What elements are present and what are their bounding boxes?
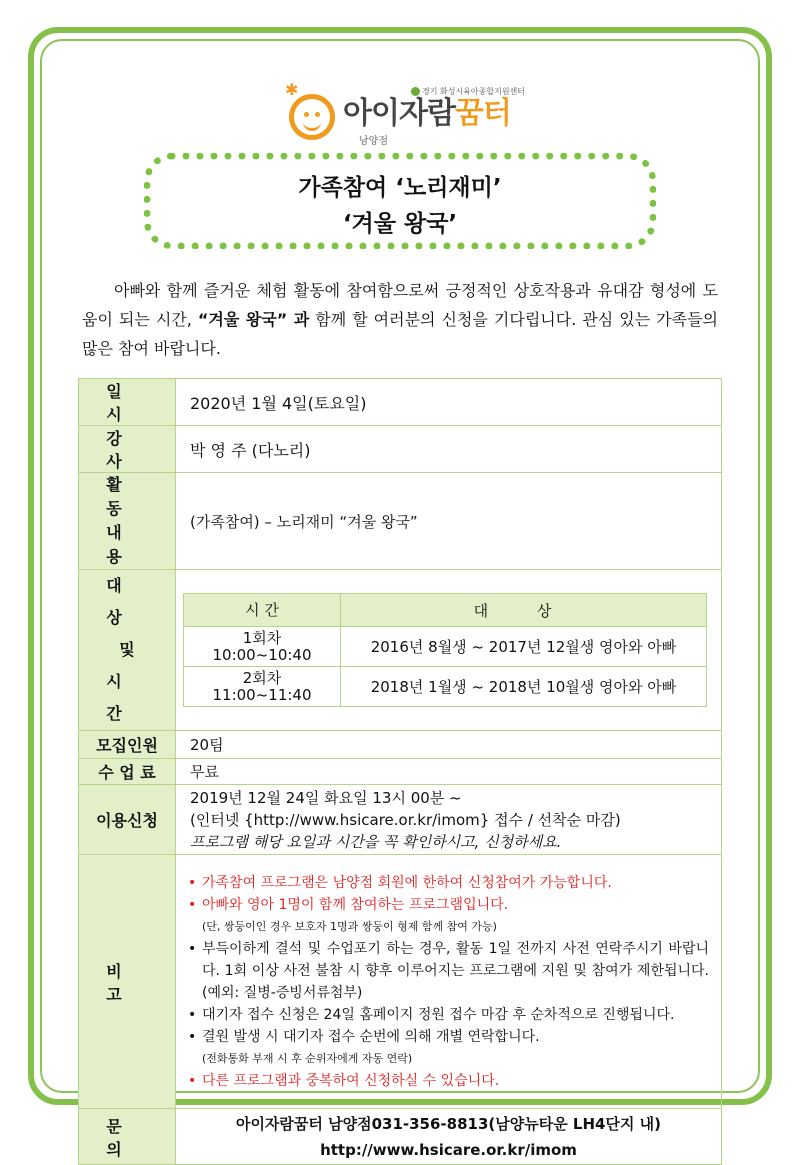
session-name: 1회차: [242, 628, 282, 647]
apply-line-3: 프로그램 해당 요일과 시간을 꼭 확인하시고, 신청하세요.: [190, 832, 562, 851]
row-fee: [79, 759, 722, 785]
note-subtext: (전화통화 부재 시 후 순위자에게 자동 연락): [202, 1051, 413, 1065]
fee-value: 무료: [176, 759, 722, 785]
session-time-cell: [184, 667, 341, 707]
date-label-text: 일 시: [106, 382, 148, 424]
brand-accent: 꿈터: [454, 96, 511, 131]
activity-label-1: 활 동: [106, 475, 148, 518]
activity-label: [79, 473, 176, 570]
fee-label: 수 업 료: [79, 759, 176, 785]
note-item: [188, 1070, 709, 1092]
eye-icon: [315, 112, 320, 117]
schedule-row: [184, 627, 707, 667]
session-time-cell: [184, 627, 341, 667]
title-box: [144, 153, 656, 249]
brand-name: [343, 97, 511, 131]
note-text: 부득이하게 결석 및 수업포기 하는 경우, 활동 1일 전까지 사전 연락주시기 바랍니다. 1회 이상 사전 불참 시 향후 이루어지는 프로그램에 지원 및 참여가 제한됩니다.(예외: 질병-증빙서류첨부): [202, 940, 709, 1001]
apply-label: 이용신청: [79, 785, 176, 855]
target-label: [79, 570, 176, 731]
capacity-value: 20팀: [176, 731, 722, 759]
apply-value: [176, 785, 722, 855]
intro-text-1: 아빠와 함께 즐거운 체험 활동에 참여함으로써 긍정적인 상호작용과 유대감 형성에 도움이 되는 시간,: [82, 281, 718, 329]
row-contact: [79, 1109, 722, 1165]
intro-highlight: “겨울 왕국” 과: [197, 310, 310, 329]
target-label-3: 시 간: [106, 672, 148, 723]
bullet-icon: •: [188, 1006, 197, 1023]
row-apply: [79, 785, 722, 855]
intro-paragraph: [82, 276, 718, 363]
schedule-header-time: 시 간: [184, 594, 341, 627]
target-label-2: 및: [119, 640, 135, 659]
instructor-value: 박 영 주 (다노리): [176, 426, 722, 473]
activity-label-2: 내 용: [106, 523, 148, 566]
program-info-table: [78, 378, 722, 1165]
schedule-cell: [176, 570, 722, 731]
title-line-2: ‘겨울 왕국’: [342, 211, 458, 237]
session-name: 2회차: [242, 668, 282, 687]
note-text: 가족참여 프로그램은 남양점 회원에 한하여 신청참여가 가능합니다.: [202, 874, 612, 891]
contact-value: [176, 1109, 722, 1165]
bullet-icon: •: [188, 940, 197, 957]
row-date: [79, 379, 722, 426]
star-icon: ✱: [285, 80, 299, 99]
bullet-icon: •: [188, 1072, 197, 1089]
schedule-table: [183, 593, 707, 707]
date-label: [79, 379, 176, 426]
apply-line-1: 2019년 12월 24일 화요일 13시 00분 ~: [190, 788, 462, 807]
session-time: 10:00~10:40: [212, 645, 312, 664]
bullet-icon: •: [188, 874, 197, 891]
center-logo-icon: [411, 87, 420, 96]
note-item: [188, 1004, 709, 1026]
capacity-label: 모집인원: [79, 731, 176, 759]
smile-icon: [303, 119, 321, 131]
branch-name: 남양점: [359, 136, 388, 147]
row-instructor: [79, 426, 722, 473]
row-notes: [79, 855, 722, 1109]
contact-phone: 아이자람꿈터 남양점031-356-8813(남양뉴타운 LH4단지 내): [235, 1114, 662, 1133]
logo: [285, 82, 525, 150]
note-item: [188, 872, 709, 894]
brand-main: 아이자람: [343, 96, 455, 131]
note-text: 아빠와 영아 1명이 함께 참여하는 프로그램입니다.: [202, 896, 509, 913]
row-capacity: [79, 731, 722, 759]
apply-line-2: (인터넷 {http://www.hsicare.or.kr/imom} 접수 / 선착순 마감): [190, 810, 621, 829]
date-value: 2020년 1월 4일(토요일): [176, 379, 722, 426]
row-target: [79, 570, 722, 731]
instructor-label-text: 강 사: [106, 429, 148, 471]
session-target: 2018년 1월생 ~ 2018년 10월생 영아와 아빠: [341, 667, 707, 707]
row-activity: [79, 473, 722, 570]
notes-label: [79, 855, 176, 1109]
intro-text-2: 함께 할 여러분의 신청을 기다립니다. 관심 있는 가족들의 많은 참여 바랍니다.: [82, 310, 718, 358]
activity-value: (가족참여) – 노리재미 “겨울 왕국”: [176, 473, 722, 570]
note-text: 결원 발생 시 대기자 접수 순번에 의해 개별 연락합니다.: [202, 1028, 540, 1045]
notes-cell: [176, 855, 722, 1109]
note-item: [188, 894, 709, 916]
schedule-header-row: [184, 594, 707, 627]
contact-url[interactable]: http://www.hsicare.or.kr/imom: [320, 1140, 577, 1159]
smiley-face-icon: [289, 94, 335, 140]
note-item: [188, 938, 709, 1004]
note-subtext: (단, 쌍둥이인 경우 보호자 1명과 쌍둥이 형제 함께 참여 가능): [202, 919, 497, 933]
notes-label-text: 비 고: [106, 961, 148, 1004]
contact-label: [79, 1109, 176, 1165]
note-text: 다른 프로그램과 중복하여 신청하실 수 있습니다.: [202, 1072, 500, 1089]
note-item: [188, 1026, 709, 1048]
title-line-1: 가족참여 ‘노리재미’: [298, 175, 502, 201]
bullet-icon: •: [188, 896, 197, 913]
session-time: 11:00~11:40: [212, 685, 312, 704]
instructor-label: [79, 426, 176, 473]
note-text: 대기자 접수 신청은 24일 홈페이지 정원 접수 마감 후 순차적으로 진행됩니다.: [202, 1006, 675, 1023]
bullet-icon: •: [188, 1028, 197, 1045]
session-target: 2016년 8월생 ~ 2017년 12월생 영아와 아빠: [341, 627, 707, 667]
eye-icon: [304, 112, 309, 117]
contact-label-text: 문 의: [106, 1116, 148, 1159]
schedule-row: [184, 667, 707, 707]
center-name-text: 경기 화성시육아종합지원센터: [422, 87, 526, 96]
target-label-1: 대 상: [106, 576, 148, 627]
schedule-header-target: 대 상: [341, 594, 707, 627]
